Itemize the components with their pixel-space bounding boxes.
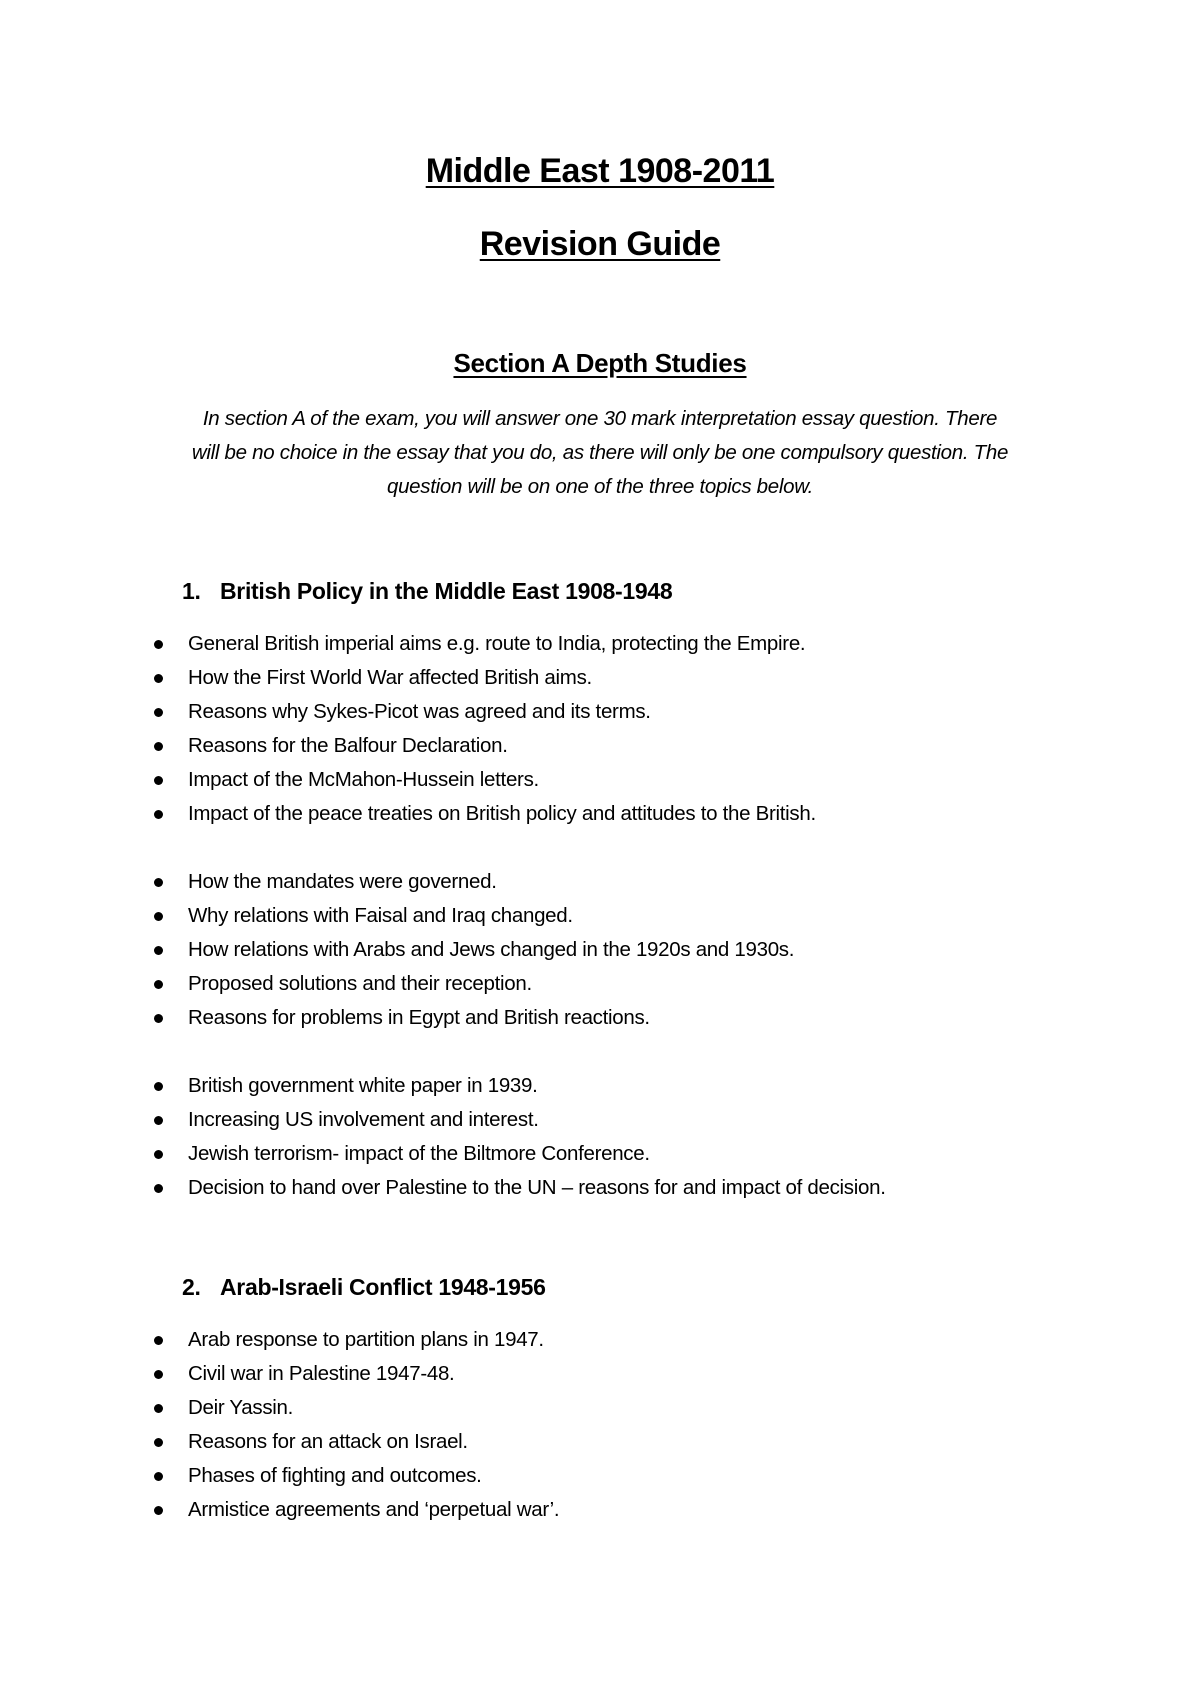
bullet-icon [154, 674, 163, 683]
document-subtitle: Revision Guide [479, 225, 721, 263]
topic-number: 2. [182, 1274, 201, 1300]
intro-line: In section A of the exam, you will answer one 30 mark interpretation essay question. There [202, 407, 998, 430]
bullet-icon [154, 1472, 163, 1481]
bullet-icon [154, 1438, 163, 1447]
bullet-icon [154, 878, 163, 887]
topic-heading [182, 1274, 546, 1301]
bullet-icon [154, 742, 163, 751]
bullet-icon [154, 1370, 163, 1379]
bullet-icon [154, 1116, 163, 1125]
bullet-icon [154, 1506, 163, 1515]
bullet-icon [154, 776, 163, 785]
intro-line: question will be on one of the three topics below. [386, 475, 814, 498]
bullet-icon [154, 1082, 163, 1091]
bullet-icon [154, 1184, 163, 1193]
topic-heading [182, 578, 672, 605]
document-title: Middle East 1908-2011 [425, 152, 775, 190]
document-page: Middle East 1908-2011 Revision Guide Section A Depth Studies In section A of the exam, you will answer one 30 mark interpretation essay question. There will be no choice in the essay that you do, as there will only be one compulsory question. The question will be on one of the three topics below. 1. British Policy in the Middle East 1908-1948 General British imperial aims e.g. route to India, protecting the Empire. How the First World War affected British aims. Reasons why Sykes-Picot was agreed and its terms. Reasons for the Balfour Declaration. Impact of the McMahon-Hussein letters. Impact of the peace treaties on British policy and attitudes to the British. How the mandates were governed. Why relations with Faisal and Iraq changed. How relations with Arabs and Jews changed in the 1920s and 1930s. Proposed solutions and their reception. Reasons for problems in Egypt and British reactions. British government white paper in 1939. Increasing US involvement and interest. Jewish terrorism- impact of the Biltmore Conference. Decision to hand over Palestine to the UN – reasons for and impact of decision. 2. Arab-Israeli Conflict 1948-1956 Arab response to partition plans in 1947. Civil war in Palestine 1947-48. Deir Yassin. Reasons for an attack on Israel. Phases of fighting and outcomes. Armistice agreements and ‘perpetual war’. [0, 0, 1200, 1694]
topic-title: British Policy in the Middle East 1908-1948 [220, 578, 673, 604]
bullet-icon [154, 1150, 163, 1159]
intro-paragraph [140, 402, 1060, 504]
bullet-icon [154, 1014, 163, 1023]
bullet-icon [154, 980, 163, 989]
bullet-icon [154, 810, 163, 819]
bullet-icon [154, 640, 163, 649]
intro-line: will be no choice in the essay that you do, as there will only be one compulsory question. The [191, 441, 1009, 464]
topic-number: 1. [182, 578, 201, 604]
bullet-icon [154, 946, 163, 955]
bullet-icon [154, 1404, 163, 1413]
bullet-icon [154, 912, 163, 921]
bullet-icon [154, 708, 163, 717]
section-heading: Section A Depth Studies [453, 348, 747, 378]
bullet-icon [154, 1336, 163, 1345]
topic-title: Arab-Israeli Conflict 1948-1956 [220, 1274, 546, 1300]
